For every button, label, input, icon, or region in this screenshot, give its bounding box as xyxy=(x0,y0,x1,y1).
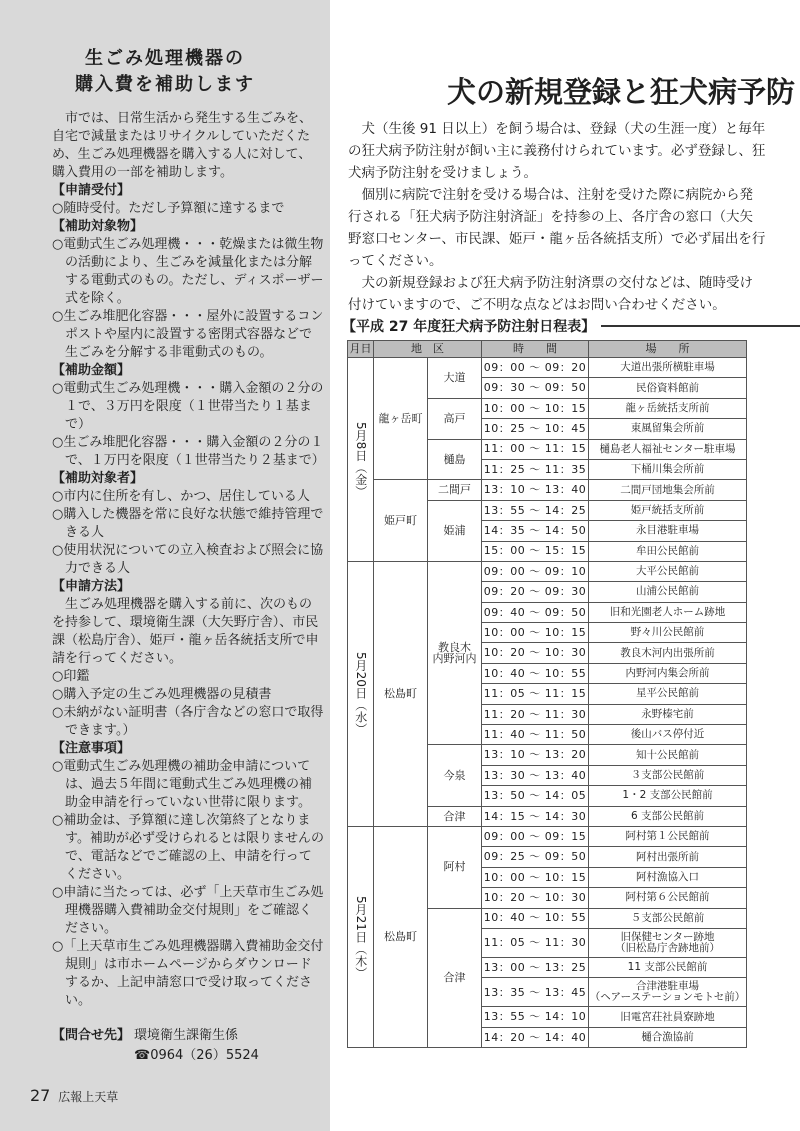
article-paragraph: 犬の新規登録および狂犬病予防注射済票の交付などは、随時受け付けていますので、ご不明な点などはお問い合わせください。 xyxy=(348,275,753,313)
town-cell: 松島町 xyxy=(374,826,428,1047)
time-cell: 10：40 ～ 10：55 xyxy=(482,908,589,928)
place-cell: 1・2 支部公民館前 xyxy=(589,786,747,806)
section-item: ○生ごみ堆肥化容器・・・屋外に設置するコンポストや屋内に設置する密閉式容器などで生ごみを分解する非電動式のもの。 xyxy=(52,309,324,360)
page-number: 27 xyxy=(30,1086,51,1105)
time-cell: 09：20 ～ 09：30 xyxy=(482,582,589,602)
method-item: ○購入予定の生ごみ処理機器の見積書 xyxy=(52,687,272,702)
section-item: ○購入した機器を常に良好な状態で維持管理できる人 xyxy=(52,507,324,540)
method-item: ○印鑑 xyxy=(52,669,90,684)
sidebar-body xyxy=(52,110,324,1010)
sidebar-title-line2: 購入費を補助します xyxy=(75,74,255,95)
subarea-cell: 教良木 内野河内 xyxy=(428,561,482,745)
time-cell: 13：55 ～ 14：25 xyxy=(482,500,589,520)
town-cell: 龍ヶ岳町 xyxy=(374,358,428,480)
date-cell: 5月20日（水） xyxy=(348,561,374,826)
place-cell: 旧電宮荘社員寮跡地 xyxy=(589,1007,747,1027)
time-cell: 13：35 ～ 13：45 xyxy=(482,978,589,1007)
time-cell: 11：00 ～ 11：15 xyxy=(482,439,589,459)
table-header-row xyxy=(348,341,747,358)
place-cell: 二間戸団地集会所前 xyxy=(589,480,747,500)
table-row xyxy=(348,826,747,846)
place-cell: 阿村漁協入口 xyxy=(589,867,747,887)
section-item: ○申請に当たっては、必ず「上天草市生ごみ処理機器購入費補助金交付規則」をご確認ください。 xyxy=(52,885,324,936)
place-cell: ３支部公民館前 xyxy=(589,765,747,785)
sidebar-intro: 市では、日常生活から発生する生ごみを、自宅で減量またはリサイクルしていただくため、生ごみ処理機器を購入する人に対して、購入費用の一部を補助します。 xyxy=(52,111,313,180)
time-cell: 13：10 ～ 13：20 xyxy=(482,745,589,765)
place-cell: 後山バス停付近 xyxy=(589,725,747,745)
article-title: 犬の新規登録と狂犬病予防 xyxy=(446,75,795,109)
place-cell: 阿村第６公民館前 xyxy=(589,888,747,908)
contact-phone: ☎0964（26）5524 xyxy=(134,1048,259,1063)
place-cell: 民俗資料館前 xyxy=(589,378,747,398)
table-row xyxy=(348,561,747,581)
place-cell: 合津港駐車場 （ヘアーステーションモトセ前） xyxy=(589,978,747,1007)
place-cell: 下桶川集会所前 xyxy=(589,459,747,479)
schedule-table xyxy=(347,340,747,1048)
time-cell: 09：30 ～ 09：50 xyxy=(482,378,589,398)
section-item: ○随時受付。ただし予算額に達するまで xyxy=(52,201,285,216)
time-cell: 14：15 ～ 14：30 xyxy=(482,806,589,826)
time-cell: 13：00 ～ 13：25 xyxy=(482,957,589,977)
section-head-notes: 【注意事項】 xyxy=(52,741,131,756)
sidebar-title-line1: 生ごみ処理機器の xyxy=(85,48,245,69)
time-cell: 09：00 ～ 09：10 xyxy=(482,561,589,581)
place-cell: 教良木河内出張所前 xyxy=(589,643,747,663)
schedule-heading xyxy=(342,316,800,336)
subarea-cell: 合津 xyxy=(428,908,482,1048)
subarea-cell: 合津 xyxy=(428,806,482,826)
time-cell: 14：20 ～ 14：40 xyxy=(482,1027,589,1047)
header-place: 場 所 xyxy=(589,341,747,358)
section-item: ○市内に住所を有し、かつ、居住している人 xyxy=(52,489,310,504)
section-item: ○電動式生ごみ処理機・・・乾燥または微生物の活動により、生ごみを減量化または分解する電動式のもの。ただし、ディスポーザー式を除く。 xyxy=(52,237,324,306)
time-cell: 10：20 ～ 10：30 xyxy=(482,643,589,663)
place-cell: 大道出張所横駐車場 xyxy=(589,358,747,378)
method-item: ○未納がない証明書（各庁舎などの窓口で取得できます。） xyxy=(52,705,324,738)
page-footer xyxy=(30,1086,118,1105)
place-cell: 旧保健センター跡地 （旧松島庁舎跡地前） xyxy=(589,928,747,957)
article-paragraph: 個別に病院で注射を受ける場合は、注射を受けた際に病院から発行される「狂犬病予防注射済証」を持参の上、各庁舎の窓口（大矢野窓口センター、市民課、姫戸・龍ヶ岳各統括支所）で必ず届出を行ってください。 xyxy=(348,187,766,269)
table-row xyxy=(348,480,747,500)
contact-label: 【問合せ先】 xyxy=(52,1028,131,1043)
place-cell: 東風留集会所前 xyxy=(589,419,747,439)
time-cell: 13：50 ～ 14：05 xyxy=(482,786,589,806)
time-cell: 11：05 ～ 11：30 xyxy=(482,928,589,957)
place-cell: 旧和光園老人ホーム跡地 xyxy=(589,602,747,622)
time-cell: 10：00 ～ 10：15 xyxy=(482,623,589,643)
subarea-cell: 阿村 xyxy=(428,826,482,908)
place-cell: 星平公民館前 xyxy=(589,684,747,704)
subsidy-sidebar xyxy=(0,0,330,1131)
time-cell: 11：25 ～ 11：35 xyxy=(482,459,589,479)
time-cell: 10：00 ～ 10：15 xyxy=(482,867,589,887)
town-cell: 姫戸町 xyxy=(374,480,428,562)
section-item: ○「上天草市生ごみ処理機器購入費補助金交付規則」は市ホームページからダウンロードするか、上記申請窓口で受け取ってください。 xyxy=(52,939,324,1008)
date-cell: 5月8日（金） xyxy=(348,358,374,562)
time-cell: 11：40 ～ 11：50 xyxy=(482,725,589,745)
section-item: ○補助金は、予算額に達し次第終了となります。補助が必ず受けられるとは限りませんので、電話などでご確認の上、申請を行ってください。 xyxy=(52,813,324,882)
town-cell: 松島町 xyxy=(374,561,428,826)
subarea-cell: 二間戸 xyxy=(428,480,482,500)
time-cell: 10：00 ～ 10：15 xyxy=(482,398,589,418)
date-cell: 5月21日（木） xyxy=(348,826,374,1047)
publication-name: 広報上天草 xyxy=(58,1090,119,1104)
schedule-title: 【平成 27 年度狂犬病予防注射日程表】 xyxy=(342,319,596,335)
section-head-eligible: 【補助対象者】 xyxy=(52,471,144,486)
time-cell: 10：20 ～ 10：30 xyxy=(482,888,589,908)
time-cell: 13：10 ～ 13：40 xyxy=(482,480,589,500)
time-cell: 10：40 ～ 10：55 xyxy=(482,663,589,683)
place-cell: ５支部公民館前 xyxy=(589,908,747,928)
time-cell: 09：40 ～ 09：50 xyxy=(482,602,589,622)
place-cell: 樋合漁協前 xyxy=(589,1027,747,1047)
place-cell: 姫戸統括支所前 xyxy=(589,500,747,520)
header-area: 地 区 xyxy=(374,341,482,358)
time-cell: 14：35 ～ 14：50 xyxy=(482,521,589,541)
place-cell: 阿村出張所前 xyxy=(589,847,747,867)
subarea-cell: 樋島 xyxy=(428,439,482,480)
time-cell: 13：30 ～ 13：40 xyxy=(482,765,589,785)
section-head-method: 【申請方法】 xyxy=(52,579,131,594)
time-cell: 11：05 ～ 11：15 xyxy=(482,684,589,704)
contact-block xyxy=(52,1026,324,1066)
section-head-targets: 【補助対象物】 xyxy=(52,219,144,234)
place-cell: 6 支部公民館前 xyxy=(589,806,747,826)
sidebar-title xyxy=(40,46,290,98)
section-head-amount: 【補助金額】 xyxy=(52,363,131,378)
place-cell: 樋島老人福祉センター駐車場 xyxy=(589,439,747,459)
time-cell: 09：00 ～ 09：15 xyxy=(482,826,589,846)
time-cell: 15：00 ～ 15：15 xyxy=(482,541,589,561)
time-cell: 10：25 ～ 10：45 xyxy=(482,419,589,439)
time-cell: 09：25 ～ 09：50 xyxy=(482,847,589,867)
article-body xyxy=(348,118,766,316)
article-paragraph: 犬（生後 91 日以上）を飼う場合は、登録（犬の生涯一度）と毎年の狂犬病予防注射が飼い主に義務付けられています。必ず登録し、狂犬病予防注射を受けましょう。 xyxy=(348,121,766,181)
place-cell: 阿村第１公民館前 xyxy=(589,826,747,846)
contact-dept: 環境衛生課衛生係 xyxy=(134,1028,239,1043)
table-row xyxy=(348,358,747,378)
time-cell: 09：00 ～ 09：20 xyxy=(482,358,589,378)
time-cell: 11：20 ～ 11：30 xyxy=(482,704,589,724)
section-item: ○電動式生ごみ処理機の補助金申請については、過去５年間に電動式生ごみ処理機の補助金申請を行っていない世帯に限ります。 xyxy=(52,759,313,810)
time-cell: 13：55 ～ 14：10 xyxy=(482,1007,589,1027)
place-cell: 大平公民館前 xyxy=(589,561,747,581)
section-head-reception: 【申請受付】 xyxy=(52,183,131,198)
method-text: 生ごみ処理機器を購入する前に、次のものを持参して、環境衛生課（大矢野庁舎）、市民課（松島庁舎）、姫戸・龍ヶ岳各統括支所で申請を行ってください。 xyxy=(52,597,319,666)
section-item: ○生ごみ堆肥化容器・・・購入金額の２分の１で、１万円を限度（１世帯当たり２基まで） xyxy=(52,435,325,468)
place-cell: 牟田公民館前 xyxy=(589,541,747,561)
subarea-cell: 大道 xyxy=(428,358,482,399)
section-item: ○電動式生ごみ処理機・・・購入金額の２分の１で、３万円を限度（１世帯当たり１基まで） xyxy=(52,381,324,432)
place-cell: 永野榛宅前 xyxy=(589,704,747,724)
place-cell: 知十公民館前 xyxy=(589,745,747,765)
place-cell: 内野河内集会所前 xyxy=(589,663,747,683)
place-cell: 永目港駐車場 xyxy=(589,521,747,541)
header-time: 時 間 xyxy=(482,341,589,358)
subarea-cell: 今泉 xyxy=(428,745,482,806)
place-cell: 龍ヶ岳統括支所前 xyxy=(589,398,747,418)
header-date: 月日 xyxy=(348,341,374,358)
place-cell: 山浦公民館前 xyxy=(589,582,747,602)
heading-rule xyxy=(601,325,800,327)
subarea-cell: 高戸 xyxy=(428,398,482,439)
place-cell: 11 支部公民館前 xyxy=(589,957,747,977)
subarea-cell: 姫浦 xyxy=(428,500,482,561)
place-cell: 野々川公民館前 xyxy=(589,623,747,643)
section-item: ○使用状況についての立入検査および照会に協力できる人 xyxy=(52,543,324,576)
